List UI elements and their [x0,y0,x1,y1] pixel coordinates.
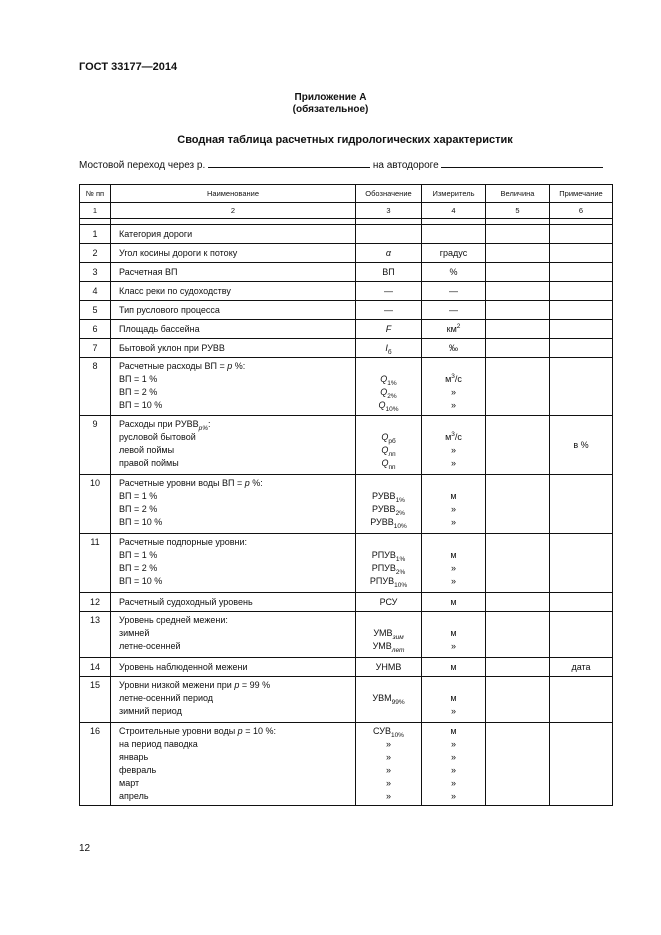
row-symbol: α [356,244,422,263]
row-number: 6 [80,320,111,339]
row-unit: м » [422,612,486,658]
row-number: 9 [80,416,111,475]
row-symbol: $УМВ_{зим}$ $УМВ_{лет}$ [356,612,422,658]
row-unit: м [422,658,486,677]
row-symbol: ВП [356,263,422,282]
row-name: Строительные уровни воды р = 10 %: на период паводка январь февраль март апрель [111,723,356,806]
row-number: 1 [80,225,111,244]
standard-code: ГОСТ 33177—2014 [79,61,178,73]
row-name: Расчетные уровни воды ВП = р %: ВП = 1 % ВП = 2 % ВП = 10 % [111,475,356,534]
row-symbol: — [356,282,422,301]
row-number: 16 [80,723,111,806]
row-symbol: $УВМ_{99\%}$ [356,677,422,723]
row-number: 8 [80,358,111,416]
table-row [80,677,613,723]
row-unit: м » » » » » [422,723,486,806]
road-blank [441,158,603,168]
row-symbol: $РУВВ_{1\%}$ $РУВВ_{2\%}$ $РУВВ_{10\%}$ [356,475,422,534]
row-symbol: F [356,320,422,339]
bridge-line [79,158,603,171]
appendix-title: Приложение А [294,92,367,103]
col-number: 5 [486,203,550,219]
row-symbol: РСУ [356,593,422,612]
column-number-row [80,203,613,219]
row-unit: $м^3/с$ » » [422,416,486,475]
table-row [80,612,613,658]
row-unit: ‰ [422,339,486,358]
row-number: 14 [80,658,111,677]
row-symbol: — [356,301,422,320]
row-symbol: $Q_{1\%}$ $Q_{2\%}$ $Q_{10\%}$ [356,358,422,416]
table-row [80,263,613,282]
row-name: Расчетные подпорные уровни: ВП = 1 % ВП = 2 % ВП = 10 % [111,534,356,593]
table-row [80,225,613,244]
row-unit: — [422,282,486,301]
row-unit: м » » [422,475,486,534]
summary-table [79,184,613,806]
table-row [80,416,613,475]
table-row [80,358,613,416]
row-number: 12 [80,593,111,612]
row-name: Класс реки по судоходству [111,282,356,301]
col-header: № пп [80,185,111,203]
appendix-note: (обязательное) [292,104,369,115]
table-row [80,282,613,301]
row-unit: $км^2$ [422,320,486,339]
col-number: 3 [356,203,422,219]
row-unit: % [422,263,486,282]
row-name: Расчетная ВП [111,263,356,282]
row-number: 7 [80,339,111,358]
road-label: на автодороге [372,160,439,171]
row-number: 15 [80,677,111,723]
col-header: Наименование [111,185,356,203]
row-number: 2 [80,244,111,263]
row-name: Бытовой уклон при РУВВ [111,339,356,358]
table-row [80,475,613,534]
table-row [80,244,613,263]
row-unit: градус [422,244,486,263]
col-number: 1 [80,203,111,219]
row-symbol: $СУВ_{10\%}$ » » » » » [356,723,422,806]
row-note: дата [550,658,613,677]
col-header: Величина [486,185,550,203]
row-symbol: $РПУВ_{1\%}$ $РПУВ_{2\%}$ $РПУВ_{10\%}$ [356,534,422,593]
table-title: Сводная таблица расчетных гидрологических характеристик [177,134,513,146]
row-symbol: $Q_{рб}$ $Q_{лп}$ $Q_{пп}$ [356,416,422,475]
row-number: 4 [80,282,111,301]
row-name: Уровни низкой межени при р = 99 % летне-осенний период зимний период [111,677,356,723]
row-name: Площадь бассейна [111,320,356,339]
row-number: 13 [80,612,111,658]
row-number: 11 [80,534,111,593]
col-number: 4 [422,203,486,219]
row-name: Уровень средней межени: зимней летне-осенней [111,612,356,658]
row-name: Расходы при $РУВВ_{р\%}$: русловой бытовой левой поймы правой поймы [111,416,356,475]
row-name: Угол косины дороги к потоку [111,244,356,263]
col-number: 6 [550,203,613,219]
row-unit: $м^3/с$ » » [422,358,486,416]
row-unit: м » [422,677,486,723]
row-number: 10 [80,475,111,534]
row-note: в % [550,416,613,475]
row-name: Расчетные расходы ВП = р %: ВП = 1 % ВП = 2 % ВП = 10 % [111,358,356,416]
table-row [80,320,613,339]
row-name: Расчетный судоходный уровень [111,593,356,612]
bridge-label: Мостовой переход через р. [79,160,206,171]
col-header: Измеритель [422,185,486,203]
col-header: Примечание [550,185,613,203]
row-unit: м » » [422,534,486,593]
row-unit: м [422,593,486,612]
row-number: 3 [80,263,111,282]
table-row [80,534,613,593]
row-symbol: $I_б$ [356,339,422,358]
row-symbol: УНМВ [356,658,422,677]
table-header-row [80,185,613,203]
col-header: Обозначение [356,185,422,203]
table-row [80,339,613,358]
river-blank [208,158,370,168]
col-number: 2 [111,203,356,219]
table-row [80,301,613,320]
row-number: 5 [80,301,111,320]
row-unit: — [422,301,486,320]
page-number: 12 [79,843,91,854]
table-row [80,593,613,612]
table-row [80,723,613,806]
row-name: Категория дороги [111,225,356,244]
row-name: Тип руслового процесса [111,301,356,320]
row-name: Уровень наблюденной межени [111,658,356,677]
table-row [80,658,613,677]
